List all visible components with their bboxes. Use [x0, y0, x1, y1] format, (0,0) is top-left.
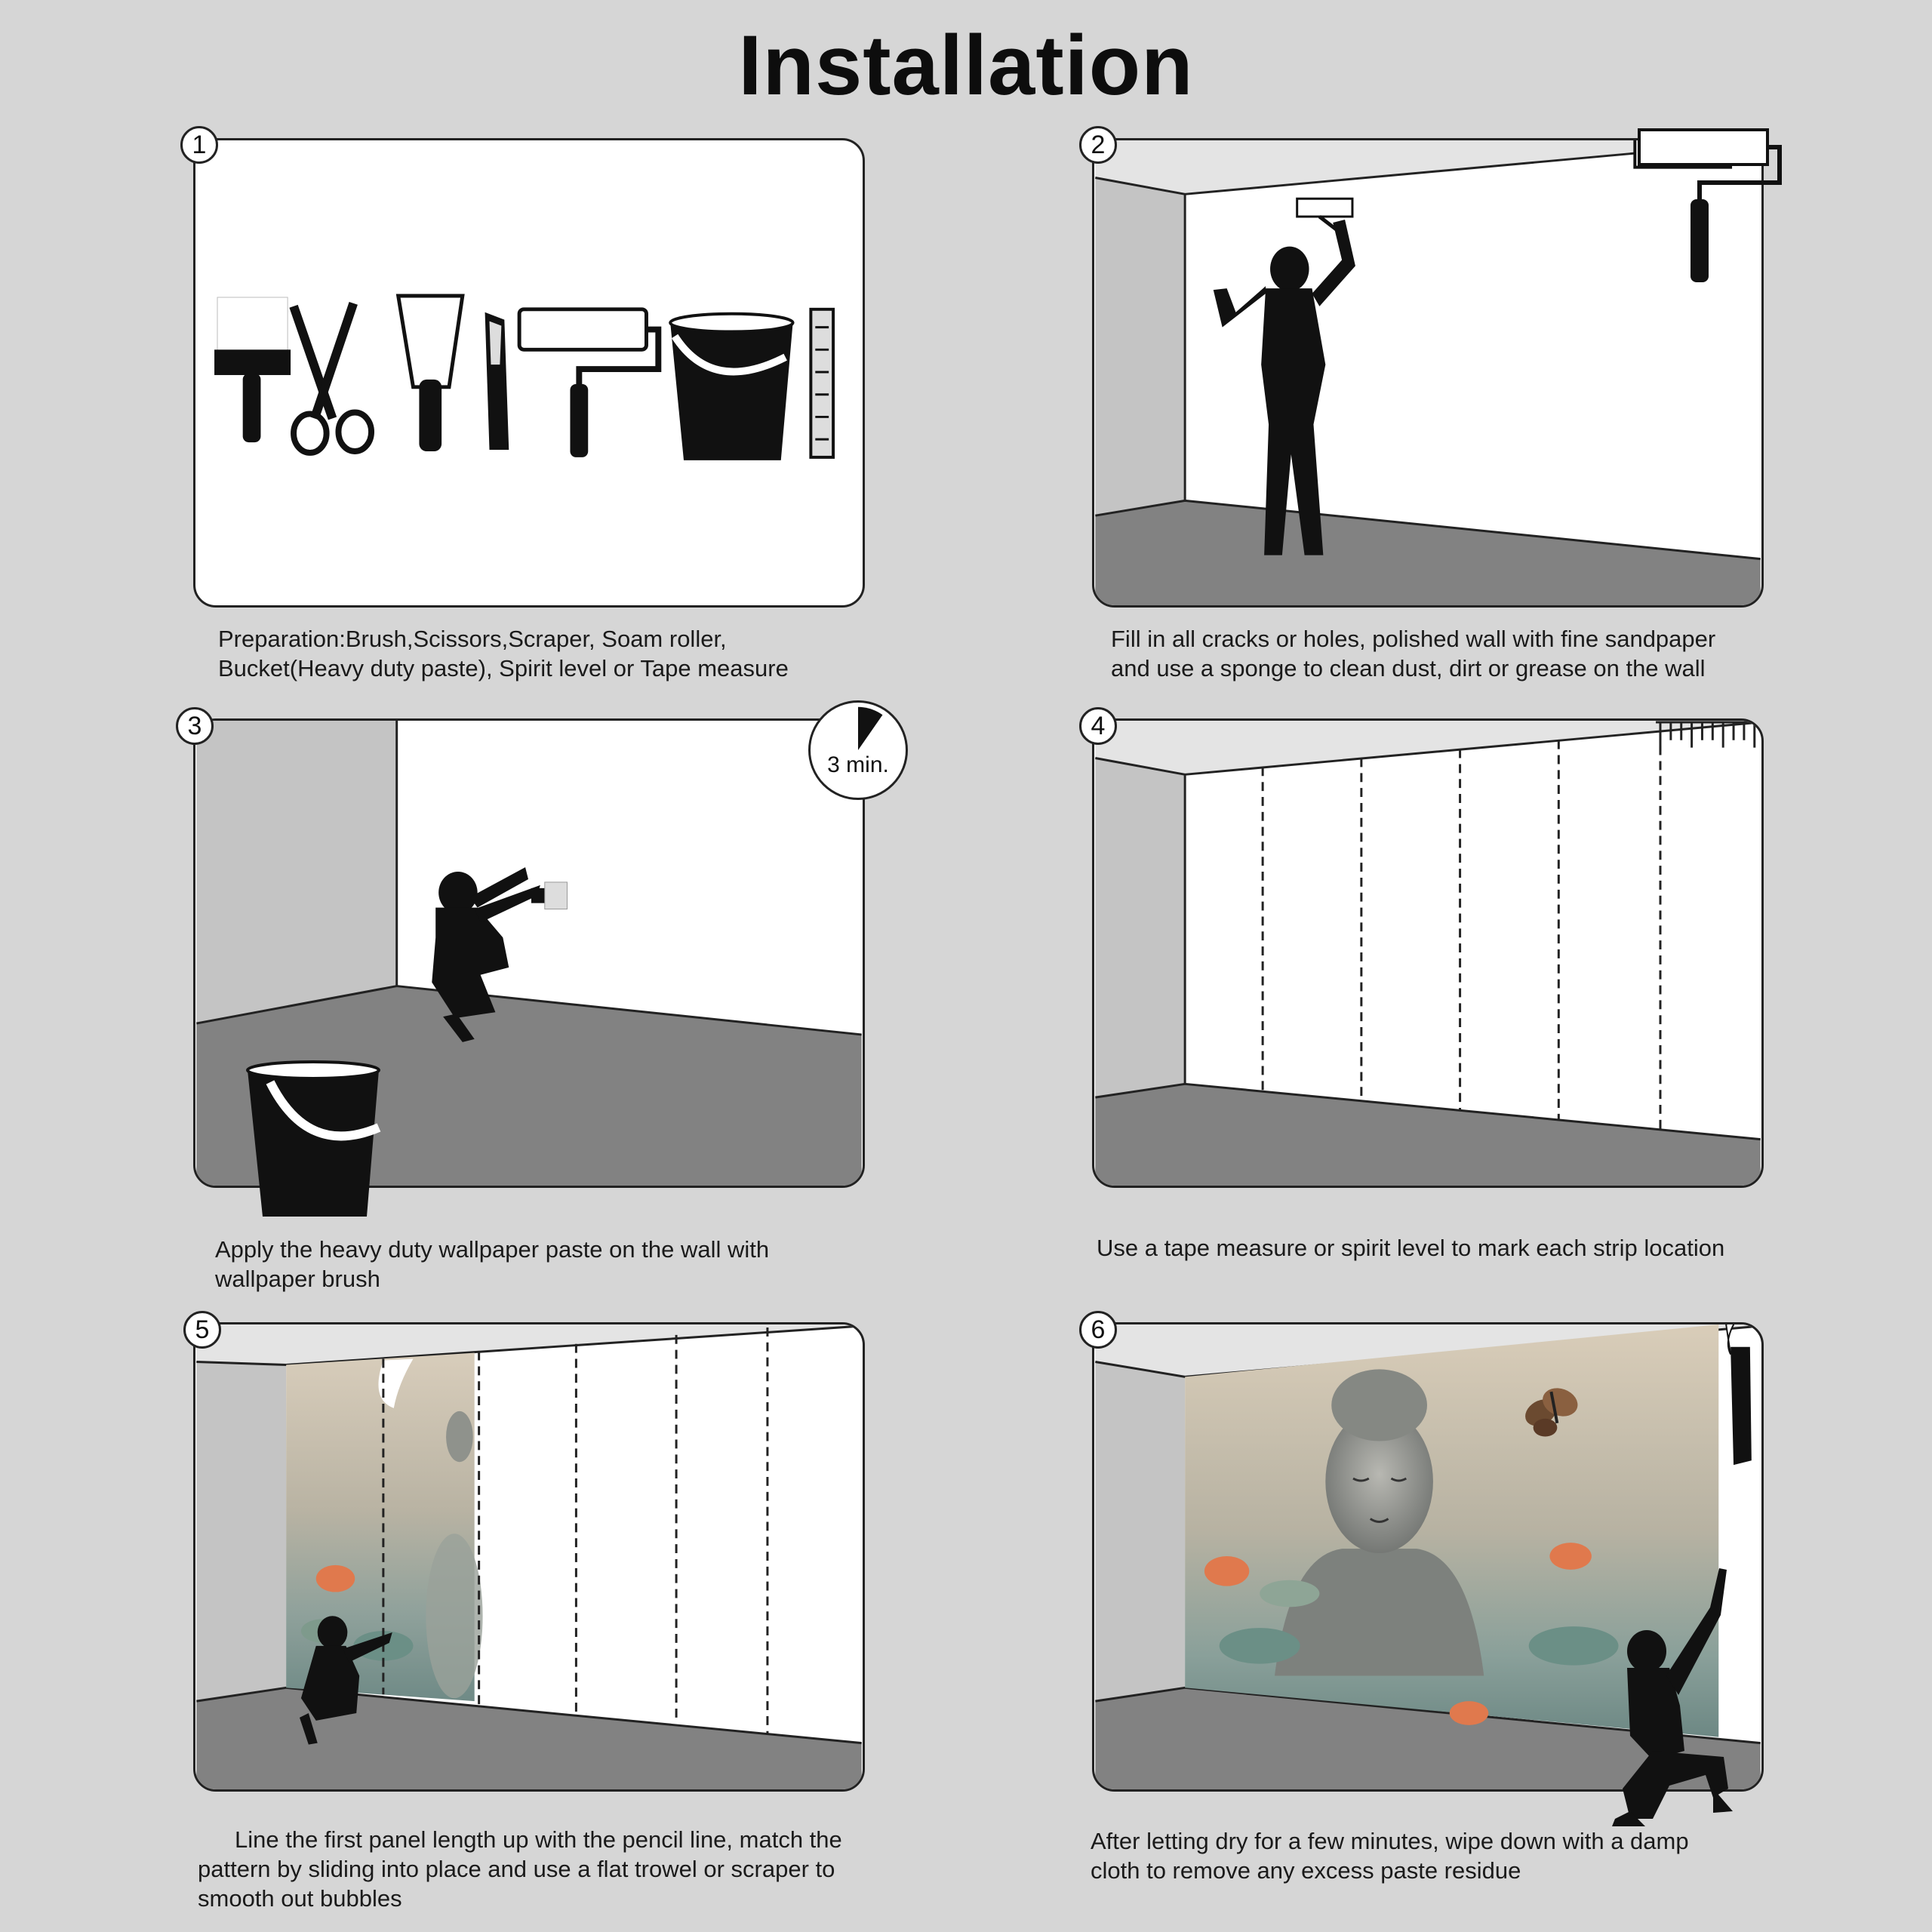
step-3-caption: [215, 1235, 909, 1294]
step-number-2: 2: [1079, 126, 1117, 164]
step-4-caption: [1097, 1233, 1791, 1263]
step-1-caption: [218, 624, 912, 683]
room-illustration: [195, 1324, 863, 1789]
caption-line: Apply the heavy duty wallpaper paste on the wall with: [215, 1236, 770, 1263]
step-number-1: 1: [180, 126, 218, 164]
caption-line: wallpaper brush: [215, 1266, 380, 1292]
timer-pie: [811, 703, 906, 798]
scraper-icon: [398, 296, 463, 451]
large-roller-overlay: [1630, 121, 1789, 287]
step-5-caption: [198, 1825, 892, 1913]
caption-line: Preparation:Brush,Scissors,Scraper, Soam roller,: [218, 626, 727, 652]
caption-line: and use a sponge to clean dust, dirt or grease on the wall: [1111, 655, 1706, 681]
strip-guide-lines: [1263, 731, 1660, 1130]
step-4-panel: [1092, 718, 1764, 1188]
step-number-6: 6: [1079, 1311, 1117, 1349]
room-illustration: [1094, 721, 1761, 1186]
caption-line: After letting dry for a few minutes, wipe down with a damp: [1091, 1828, 1689, 1854]
utility-knife-icon: [1726, 1324, 1752, 1465]
caption-line: smooth out bubbles: [198, 1885, 402, 1912]
tools-illustration: [195, 140, 863, 605]
person-icon: [1600, 1562, 1736, 1834]
caption-line: Bucket(Heavy duty paste), Spirit level or Tape measure: [218, 655, 789, 681]
step-2-caption: [1111, 624, 1805, 683]
step-number-4: 4: [1079, 707, 1117, 745]
step-6-caption: [1091, 1826, 1785, 1885]
scissors-icon: [294, 303, 371, 453]
timer-label: 3 min.: [827, 752, 889, 777]
utility-knife-icon: [485, 312, 509, 450]
paint-roller-icon: [519, 309, 658, 457]
step-5-panel: [193, 1322, 865, 1792]
brush-icon: [531, 882, 568, 909]
step-number-3: 3: [176, 707, 214, 745]
caption-line: Use a tape measure or spirit level to mark each strip location: [1097, 1235, 1725, 1261]
clock-icon: [808, 700, 908, 800]
brush-icon: [214, 297, 291, 442]
caption-line: Line the first panel length up with the pencil line, match the: [235, 1826, 842, 1853]
caption-line: pattern by sliding into place and use a flat trowel or scraper to: [198, 1856, 835, 1882]
bucket-icon: [240, 1060, 391, 1226]
step-1-panel: [193, 138, 865, 608]
caption-line: Fill in all cracks or holes, polished wall with fine sandpaper: [1111, 626, 1716, 652]
step-number-5: 5: [183, 1311, 221, 1349]
page-title: Installation: [738, 18, 1194, 112]
bucket-icon: [670, 314, 792, 460]
spirit-level-icon: [811, 309, 833, 457]
caption-line: cloth to remove any excess paste residue: [1091, 1857, 1521, 1884]
